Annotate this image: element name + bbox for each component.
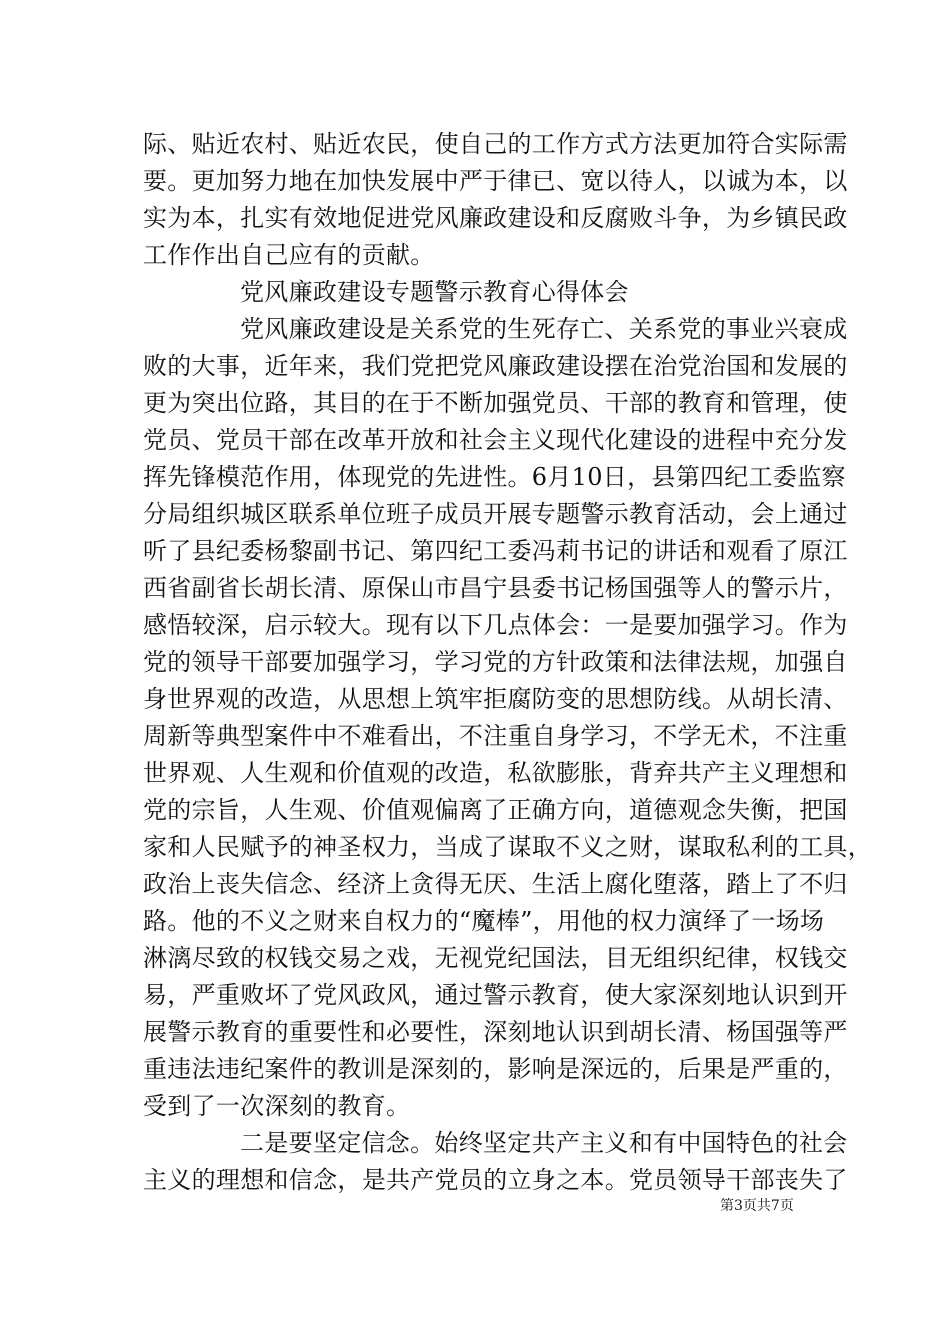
text-line: 党的领导干部要加强学习，学习党的方针政策和法律法规，加强自	[143, 648, 848, 676]
text-line: 实为本，扎实有效地促进党风廉政建设和反腐败斗争，为乡镇民政	[143, 204, 848, 232]
text-line: 易，严重败坏了党风政风，通过警示教育，使大家深刻地认识到开	[143, 981, 848, 1009]
text-line: 受到了一次深刻的教育。	[143, 1092, 411, 1120]
text-line: 重违法违纪案件的教训是深刻的，影响是深远的，后果是严重的，	[143, 1055, 848, 1083]
text-line: 党的宗旨，人生观、价值观偏离了正确方向，道德观念失衡，把国	[143, 796, 848, 824]
text-line: 政治上丧失信念、经济上贪得无厌、生活上腐化堕落，踏上了不归	[143, 870, 848, 898]
text-line: 工作作出自己应有的贡献。	[143, 241, 435, 269]
text-line: 更为突出位路，其目的在于不断加强党员、干部的教育和管理，使	[143, 389, 848, 417]
text-line: 败的大事，近年来，我们党把党风廉政建设摆在治党治国和发展的	[143, 352, 848, 380]
page-number-footer: 第3页共7页	[720, 1198, 794, 1214]
text-line: 家和人民赋予的神圣权力，当成了谋取不义之财，谋取私利的工具，	[143, 833, 872, 861]
text-line: 淋漓尽致的权钱交易之戏，无视党纪国法，目无组织纪律，权钱交	[143, 944, 848, 972]
section-heading: 党风廉政建设专题警示教育心得体会	[240, 278, 629, 306]
text-line: 周新等典型案件中不难看出，不注重自身学习，不学无术，不注重	[143, 722, 848, 750]
text-line: 党风廉政建设是关系党的生死存亡、关系党的事业兴衰成	[240, 315, 848, 343]
text-line: 路。他的不义之财来自权力的“魔棒”，用他的权力演绎了一场场	[143, 907, 825, 935]
text-line: 二是要坚定信念。始终坚定共产主义和有中国特色的社会	[240, 1129, 848, 1157]
text-line: 党员、党员干部在改革开放和社会主义现代化建设的进程中充分发	[143, 426, 848, 454]
text-line: 展警示教育的重要性和必要性，深刻地认识到胡长清、杨国强等严	[143, 1018, 848, 1046]
text-line: 世界观、人生观和价值观的改造，私欲膨胀，背弃共产主义理想和	[143, 759, 848, 787]
text-line: 身世界观的改造，从思想上筑牢拒腐防变的思想防线。从胡长清、	[143, 685, 848, 713]
text-line: 要。更加努力地在加快发展中严于律已、宽以待人，以诚为本，以	[143, 167, 848, 195]
text-line: 际、贴近农村、贴近农民，使自己的工作方式方法更加符合实际需	[143, 130, 848, 158]
text-line: 西省副省长胡长清、原保山市昌宁县委书记杨国强等人的警示片，	[143, 574, 848, 602]
text-line: 分局组织城区联系单位班子成员开展专题警示教育活动，会上通过	[143, 500, 848, 528]
text-line: 主义的理想和信念，是共产党员的立身之本。党员领导干部丧失了	[143, 1166, 848, 1194]
text-line: 听了县纪委杨黎副书记、第四纪工委冯莉书记的讲话和观看了原江	[143, 537, 848, 565]
text-line: 挥先锋模范作用，体现党的先进性。6月10日，县第四纪工委监察	[143, 463, 846, 491]
text-line: 感悟较深，启示较大。现有以下几点体会：一是要加强学习。作为	[143, 611, 848, 639]
